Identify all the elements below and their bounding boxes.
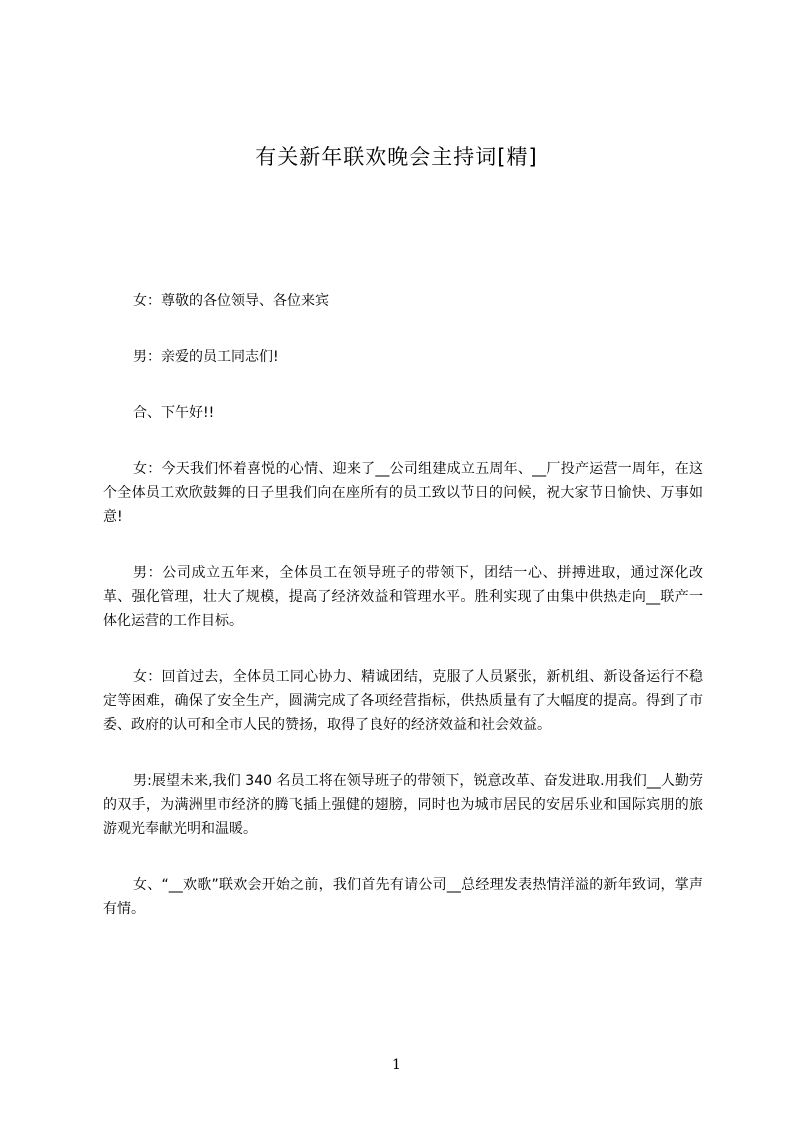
paragraph-female-invitation: 女、“__欢歌”联欢会开始之前，我们首先有请公司__总经理发表热情洋溢的新年致词，掌声有情。 [103,877,703,917]
page-number: 1 [392,1057,401,1073]
paragraph-greeting-together: 合、下午好!! [133,405,215,421]
paragraph-female-opening: 女：今天我们怀着喜悦的心情、迎来了__公司组建成立五周年、__厂投产运营一周年，在这个全体员工欢欣鼓舞的日子里我们向在座所有的员工致以节日的问候，祝大家节日愉快、万事如意! [103,461,703,525]
document-title: 有关新年联欢晚会主持词[精] [255,145,538,169]
paragraph-greeting-female: 女：尊敬的各位领导、各位来宾 [133,293,329,309]
paragraph-male-outlook: 男:展望未来,我们 340 名员工将在领导班子的带领下，锐意改革、奋发进取.用我们__人勤劳的双手，为满洲里市经济的腾飞插上强健的翅膀，同时也为城市居民的安居乐业和国际宾朋的旅游观光奉献光明和温暖。 [103,773,703,837]
paragraph-male-review: 男：公司成立五年来，全体员工在领导班子的带领下，团结一心、拼搏进取，通过深化改革、强化管理，壮大了规模，提高了经济效益和管理水平。胜利实现了由集中供热走向__联产一体化运营的工作目标。 [103,565,703,629]
paragraph-female-review: 女：回首过去，全体员工同心协力、精诚团结，克服了人员紧张，新机组、新设备运行不稳定等困难，确保了安全生产，圆满完成了各项经营指标，供热质量有了大幅度的提高。得到了市委、政府的认可和全市人民的赞扬，取得了良好的经济效益和社会效益。 [103,669,703,733]
document-body [103,289,703,953]
paragraph-greeting-male: 男：亲爱的员工同志们! [133,349,279,365]
